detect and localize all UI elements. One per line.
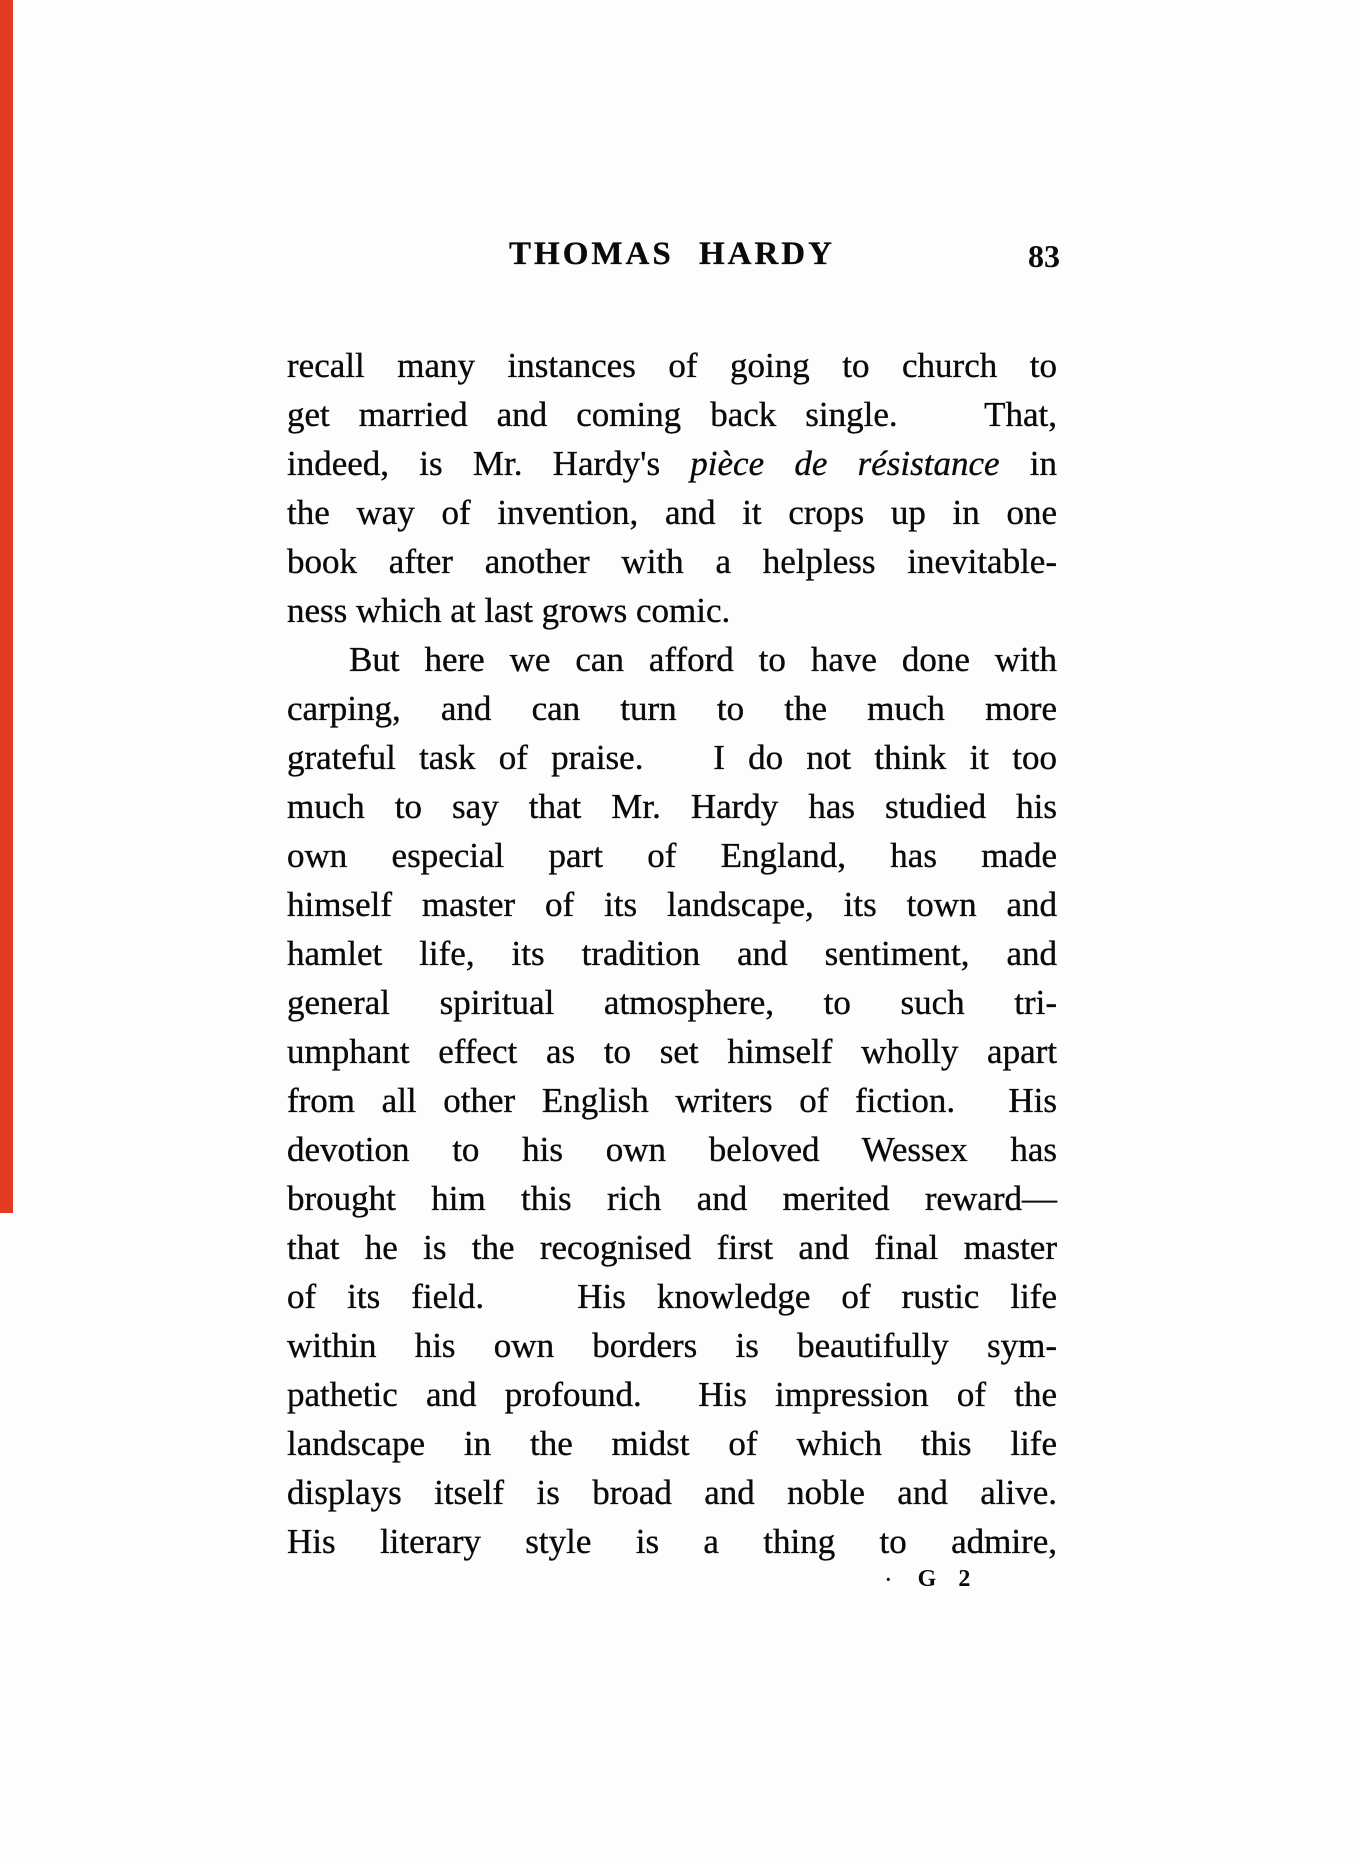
text-line xyxy=(287,1419,1057,1468)
text-segment: indeed, is Mr. Hardy's xyxy=(287,444,691,483)
text-line xyxy=(287,1076,1057,1125)
text-line xyxy=(287,782,1057,831)
text-line xyxy=(287,1517,1057,1566)
text-line xyxy=(287,390,1057,439)
signature-mark-row xyxy=(885,1566,972,1593)
text-segment: within his own borders is beautifully sym- xyxy=(287,1326,1057,1365)
text-segment: of its field. His knowledge of rustic life xyxy=(287,1277,1057,1316)
text-segment: umphant effect as to set himself wholly apart xyxy=(287,1032,1057,1071)
text-line xyxy=(287,1125,1057,1174)
text-line xyxy=(287,1321,1057,1370)
text-segment: But here we can afford to have done with xyxy=(349,640,1057,679)
text-segment: ness which at last grows comic. xyxy=(287,591,731,630)
text-line xyxy=(287,1174,1057,1223)
text-segment: His literary style is a thing to admire, xyxy=(287,1522,1057,1561)
text-line xyxy=(287,929,1057,978)
text-line xyxy=(287,880,1057,929)
text-line xyxy=(287,684,1057,733)
text-segment: carping, and can turn to the much more xyxy=(287,689,1057,728)
running-header-title: THOMAS HARDY xyxy=(509,236,835,272)
text-segment: pathetic and profound. His impression of the xyxy=(287,1375,1057,1414)
page-number: 83 xyxy=(1028,238,1060,274)
text-line xyxy=(287,439,1057,488)
text-segment: in xyxy=(999,444,1057,483)
text-line xyxy=(287,537,1057,586)
text-segment: much to say that Mr. Hardy has studied his xyxy=(287,787,1057,826)
text-line xyxy=(287,1272,1057,1321)
text-line xyxy=(287,635,1057,684)
text-segment: devotion to his own beloved Wessex has xyxy=(287,1130,1057,1169)
text-line xyxy=(287,1370,1057,1419)
text-segment: displays itself is broad and noble and alive. xyxy=(287,1473,1057,1512)
text-segment: landscape in the midst of which this life xyxy=(287,1424,1057,1463)
text-segment: general spiritual atmosphere, to such tri- xyxy=(287,983,1057,1022)
text-segment: that he is the recognised first and final master xyxy=(287,1228,1057,1267)
text-segment: get married and coming back single. That, xyxy=(287,395,1057,434)
signature-mark: G 2 xyxy=(917,1566,973,1592)
text-segment: own especial part of England, has made xyxy=(287,836,1057,875)
text-segment: grateful task of praise. I do not think it too xyxy=(287,738,1057,777)
text-segment: brought him this rich and merited reward— xyxy=(287,1179,1057,1218)
text-segment: hamlet life, its tradition and sentiment, and xyxy=(287,934,1057,973)
text-line xyxy=(287,978,1057,1027)
text-line xyxy=(287,1468,1057,1517)
text-line xyxy=(287,488,1057,537)
text-line xyxy=(287,586,1057,635)
scan-red-edge-artifact xyxy=(0,0,13,1213)
text-segment: himself master of its landscape, its town and xyxy=(287,885,1057,924)
text-line xyxy=(287,341,1057,390)
text-line xyxy=(287,831,1057,880)
text-segment: book after another with a helpless inevitable- xyxy=(287,542,1057,581)
text-line xyxy=(287,1223,1057,1272)
text-line xyxy=(287,1027,1057,1076)
text-segment: recall many instances of going to church to xyxy=(287,346,1057,385)
text-line xyxy=(287,733,1057,782)
text-segment: from all other English writers of fiction. His xyxy=(287,1081,1057,1120)
stray-ink-dot: · xyxy=(885,1568,894,1591)
page-text-block xyxy=(287,341,1057,1566)
text-segment: the way of invention, and it crops up in one xyxy=(287,493,1057,532)
italic-phrase: pièce de résistance xyxy=(690,444,1000,483)
